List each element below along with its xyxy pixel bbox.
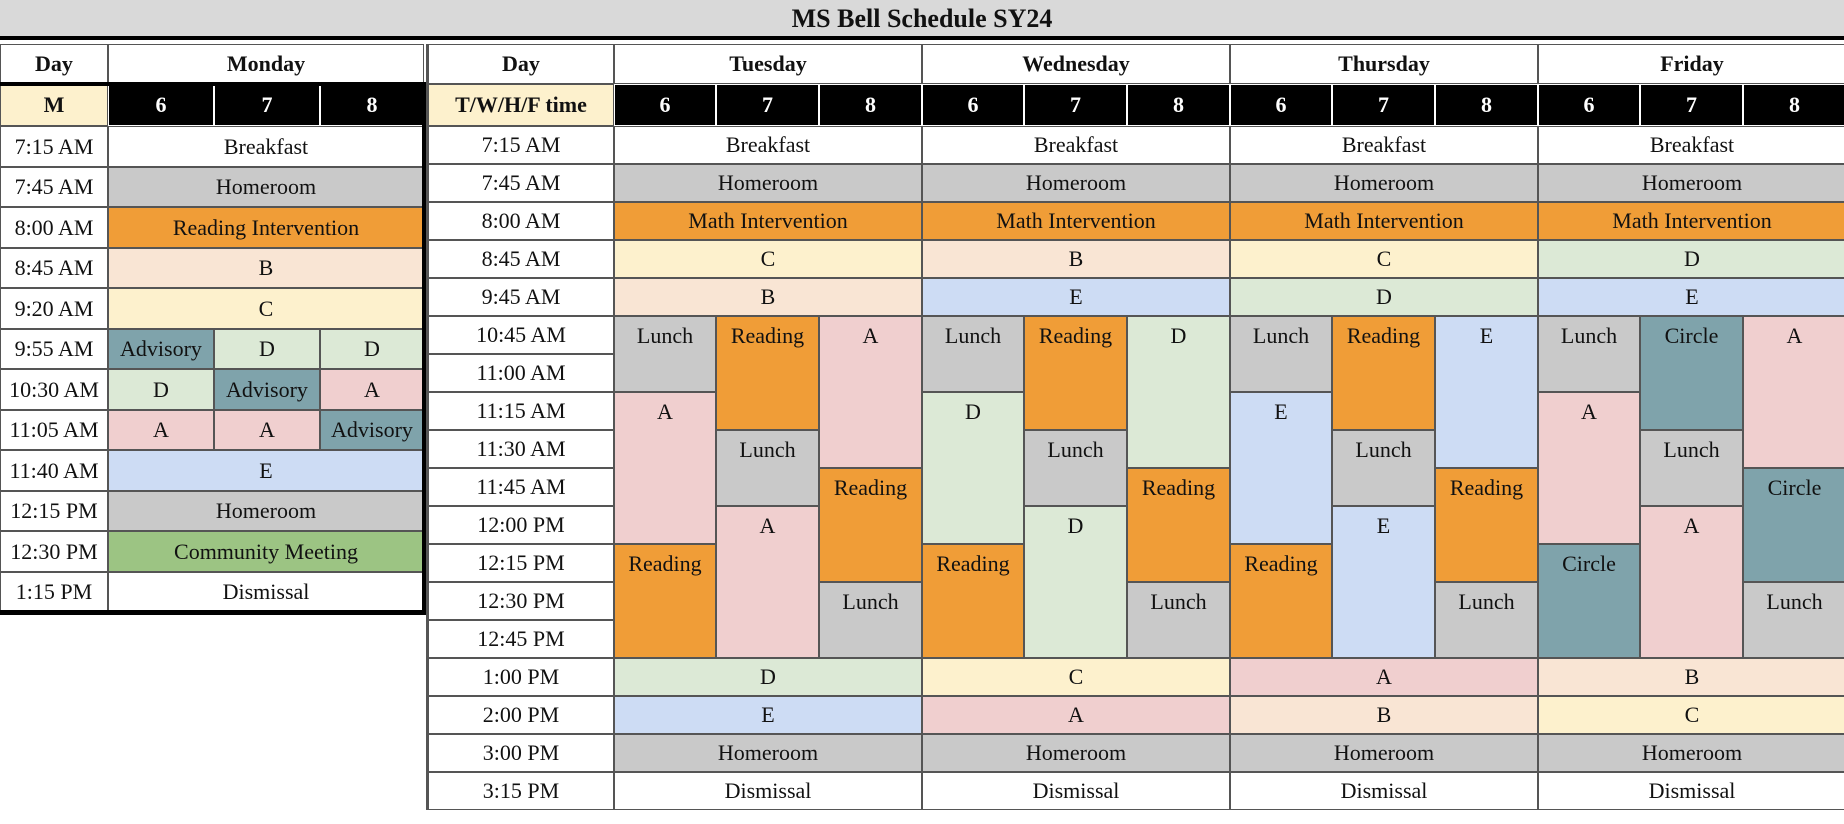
- monday-grade-6-header: 6: [108, 84, 214, 126]
- twhf-time-3: 8:45 AM: [428, 240, 614, 278]
- monday-border: [0, 82, 426, 86]
- friday-block-a: A: [1640, 506, 1743, 658]
- friday-grade-7-header: 7: [1640, 84, 1743, 126]
- thursday-grade-8-header: 8: [1435, 84, 1538, 126]
- friday-block-circle: Circle: [1743, 468, 1844, 582]
- tuesday-block-reading: Reading: [716, 316, 819, 430]
- tuesday-day-header: Tuesday: [614, 44, 922, 84]
- monday-time-5: 9:55 AM: [0, 329, 108, 369]
- twhf-time-1: 7:45 AM: [428, 164, 614, 202]
- thursday-block-a: A: [1230, 658, 1538, 696]
- thursday-block-reading: Reading: [1230, 544, 1332, 658]
- monday-block-dismissal: Dismissal: [108, 572, 424, 612]
- friday-block-e: E: [1538, 278, 1844, 316]
- thursday-block-e: E: [1435, 316, 1538, 468]
- thursday-block-homeroom: Homeroom: [1230, 734, 1538, 772]
- tuesday-block-lunch: Lunch: [614, 316, 716, 392]
- monday-block-reading-intervention: Reading Intervention: [108, 207, 424, 248]
- wednesday-block-math-intervention: Math Intervention: [922, 202, 1230, 240]
- friday-block-homeroom: Homeroom: [1538, 734, 1844, 772]
- twhf-time-2: 8:00 AM: [428, 202, 614, 240]
- monday-time-11: 1:15 PM: [0, 572, 108, 612]
- thursday-grade-7-header: 7: [1332, 84, 1435, 126]
- monday-time-8: 11:40 AM: [0, 450, 108, 491]
- monday-day-header: Monday: [108, 44, 424, 84]
- monday-time-0: 7:15 AM: [0, 126, 108, 167]
- monday-border: [0, 610, 426, 615]
- friday-block-b: B: [1538, 658, 1844, 696]
- monday-time-9: 12:15 PM: [0, 491, 108, 531]
- friday-block-circle: Circle: [1538, 544, 1640, 658]
- section-divider: [426, 44, 428, 810]
- monday-time-1: 7:45 AM: [0, 167, 108, 207]
- monday-time-3: 8:45 AM: [0, 248, 108, 288]
- thursday-block-lunch: Lunch: [1332, 430, 1435, 506]
- twhf-time-8: 11:30 AM: [428, 430, 614, 468]
- twhf-time-12: 12:30 PM: [428, 582, 614, 620]
- friday-block-c: C: [1538, 696, 1844, 734]
- friday-block-circle: Circle: [1640, 316, 1743, 430]
- monday-time-6: 10:30 AM: [0, 369, 108, 410]
- monday-block-a: A: [108, 410, 214, 450]
- tuesday-block-reading: Reading: [819, 468, 922, 582]
- thursday-block-breakfast: Breakfast: [1230, 126, 1538, 164]
- thursday-block-b: B: [1230, 696, 1538, 734]
- tuesday-block-reading: Reading: [614, 544, 716, 658]
- thursday-block-e: E: [1230, 392, 1332, 544]
- twhf-day-label-header: Day: [428, 44, 614, 84]
- monday-block-community-meeting: Community Meeting: [108, 531, 424, 572]
- wednesday-block-d: D: [1024, 506, 1127, 658]
- wednesday-block-homeroom: Homeroom: [922, 734, 1230, 772]
- wednesday-block-a: A: [922, 696, 1230, 734]
- monday-block-b: B: [108, 248, 424, 288]
- monday-block-homeroom: Homeroom: [108, 491, 424, 531]
- wednesday-block-lunch: Lunch: [1127, 582, 1230, 658]
- thursday-block-homeroom: Homeroom: [1230, 164, 1538, 202]
- friday-block-d: D: [1538, 240, 1844, 278]
- twhf-time-9: 11:45 AM: [428, 468, 614, 506]
- twhf-time-17: 3:15 PM: [428, 772, 614, 810]
- twhf-time-14: 1:00 PM: [428, 658, 614, 696]
- monday-grade-8-header: 8: [320, 84, 424, 126]
- thursday-block-lunch: Lunch: [1230, 316, 1332, 392]
- wednesday-block-reading: Reading: [922, 544, 1024, 658]
- thursday-block-reading: Reading: [1332, 316, 1435, 430]
- tuesday-block-a: A: [819, 316, 922, 468]
- monday-block-homeroom: Homeroom: [108, 167, 424, 207]
- wednesday-grade-7-header: 7: [1024, 84, 1127, 126]
- friday-block-a: A: [1538, 392, 1640, 544]
- tuesday-block-c: C: [614, 240, 922, 278]
- monday-time-4: 9:20 AM: [0, 288, 108, 329]
- friday-grade-6-header: 6: [1538, 84, 1640, 126]
- wednesday-block-d: D: [922, 392, 1024, 544]
- friday-block-lunch: Lunch: [1743, 582, 1844, 658]
- thursday-grade-6-header: 6: [1230, 84, 1332, 126]
- wednesday-block-reading: Reading: [1024, 316, 1127, 430]
- monday-grade-7-header: 7: [214, 84, 320, 126]
- friday-block-a: A: [1743, 316, 1844, 468]
- thursday-block-dismissal: Dismissal: [1230, 772, 1538, 810]
- wednesday-block-breakfast: Breakfast: [922, 126, 1230, 164]
- wednesday-block-e: E: [922, 278, 1230, 316]
- monday-day-label-header: Day: [0, 44, 108, 84]
- monday-time-10: 12:30 PM: [0, 531, 108, 572]
- monday-block-breakfast: Breakfast: [108, 126, 424, 167]
- monday-time-2: 8:00 AM: [0, 207, 108, 248]
- monday-block-a: A: [320, 369, 424, 410]
- tuesday-grade-6-header: 6: [614, 84, 716, 126]
- tuesday-block-b: B: [614, 278, 922, 316]
- tuesday-block-lunch: Lunch: [716, 430, 819, 506]
- tuesday-block-homeroom: Homeroom: [614, 734, 922, 772]
- wednesday-block-homeroom: Homeroom: [922, 164, 1230, 202]
- monday-block-a: A: [214, 410, 320, 450]
- wednesday-block-c: C: [922, 658, 1230, 696]
- twhf-time-5: 10:45 AM: [428, 316, 614, 354]
- twhf-time-10: 12:00 PM: [428, 506, 614, 544]
- tuesday-block-homeroom: Homeroom: [614, 164, 922, 202]
- monday-block-advisory: Advisory: [108, 329, 214, 369]
- tuesday-block-a: A: [614, 392, 716, 544]
- tuesday-block-d: D: [614, 658, 922, 696]
- thursday-block-math-intervention: Math Intervention: [1230, 202, 1538, 240]
- friday-day-header: Friday: [1538, 44, 1844, 84]
- monday-block-d: D: [320, 329, 424, 369]
- wednesday-block-lunch: Lunch: [922, 316, 1024, 392]
- wednesday-block-b: B: [922, 240, 1230, 278]
- monday-block-d: D: [214, 329, 320, 369]
- wednesday-block-d: D: [1127, 316, 1230, 468]
- twhf-time-13: 12:45 PM: [428, 620, 614, 658]
- tuesday-grade-7-header: 7: [716, 84, 819, 126]
- sheet-title: MS Bell Schedule SY24: [791, 4, 1053, 33]
- wednesday-grade-8-header: 8: [1127, 84, 1230, 126]
- wednesday-block-lunch: Lunch: [1024, 430, 1127, 506]
- tuesday-block-lunch: Lunch: [819, 582, 922, 658]
- friday-block-homeroom: Homeroom: [1538, 164, 1844, 202]
- twhf-time-16: 3:00 PM: [428, 734, 614, 772]
- monday-block-d: D: [108, 369, 214, 410]
- tuesday-block-breakfast: Breakfast: [614, 126, 922, 164]
- thursday-day-header: Thursday: [1230, 44, 1538, 84]
- twhf-time-15: 2:00 PM: [428, 696, 614, 734]
- wednesday-block-dismissal: Dismissal: [922, 772, 1230, 810]
- monday-block-advisory: Advisory: [214, 369, 320, 410]
- thursday-block-c: C: [1230, 240, 1538, 278]
- monday-time-7: 11:05 AM: [0, 410, 108, 450]
- monday-block-e: E: [108, 450, 424, 491]
- tuesday-block-e: E: [614, 696, 922, 734]
- twhf-time-11: 12:15 PM: [428, 544, 614, 582]
- tuesday-block-math-intervention: Math Intervention: [614, 202, 922, 240]
- wednesday-block-reading: Reading: [1127, 468, 1230, 582]
- tuesday-grade-8-header: 8: [819, 84, 922, 126]
- friday-grade-8-header: 8: [1743, 84, 1844, 126]
- monday-block-c: C: [108, 288, 424, 329]
- monday-day-code: M: [0, 84, 108, 126]
- friday-block-dismissal: Dismissal: [1538, 772, 1844, 810]
- friday-block-breakfast: Breakfast: [1538, 126, 1844, 164]
- thursday-block-reading: Reading: [1435, 468, 1538, 582]
- wednesday-day-header: Wednesday: [922, 44, 1230, 84]
- twhf-time-7: 11:15 AM: [428, 392, 614, 430]
- thursday-block-e: E: [1332, 506, 1435, 658]
- tuesday-block-a: A: [716, 506, 819, 658]
- thursday-block-lunch: Lunch: [1435, 582, 1538, 658]
- twhf-time-0: 7:15 AM: [428, 126, 614, 164]
- thursday-block-d: D: [1230, 278, 1538, 316]
- twhf-time-4: 9:45 AM: [428, 278, 614, 316]
- wednesday-grade-6-header: 6: [922, 84, 1024, 126]
- twhf-time-label-header: T/W/H/F time: [428, 84, 614, 126]
- monday-block-advisory: Advisory: [320, 410, 424, 450]
- friday-block-lunch: Lunch: [1538, 316, 1640, 392]
- tuesday-block-dismissal: Dismissal: [614, 772, 922, 810]
- friday-block-math-intervention: Math Intervention: [1538, 202, 1844, 240]
- twhf-time-6: 11:00 AM: [428, 354, 614, 392]
- friday-block-lunch: Lunch: [1640, 430, 1743, 506]
